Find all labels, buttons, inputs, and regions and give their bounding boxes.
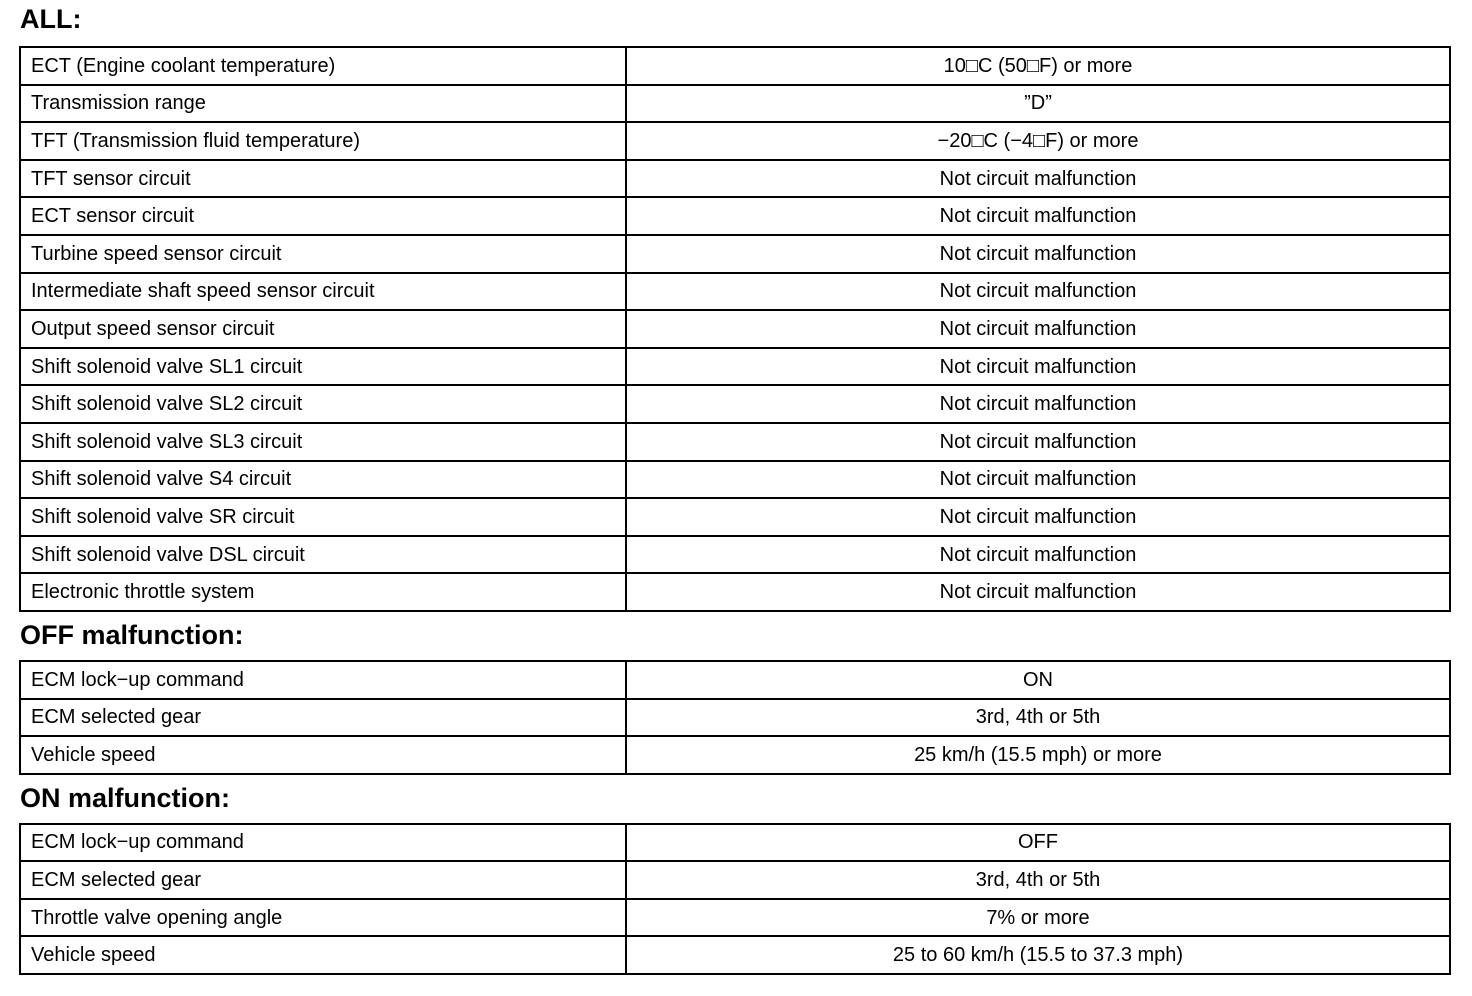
table-row — [20, 310, 1450, 348]
value-cell: Not circuit malfunction — [626, 348, 1450, 386]
table-row — [20, 536, 1450, 574]
table-row — [20, 235, 1450, 273]
value-cell: Not circuit malfunction — [626, 573, 1450, 611]
table-row — [20, 85, 1450, 123]
table-row — [20, 348, 1450, 386]
table-row — [20, 423, 1450, 461]
value-cell: 25 to 60 km/h (15.5 to 37.3 mph) — [626, 936, 1450, 974]
parameter-cell: ECM selected gear — [20, 861, 626, 899]
value-cell: 25 km/h (15.5 mph) or more — [626, 736, 1450, 774]
value-cell: Not circuit malfunction — [626, 385, 1450, 423]
conditions-table — [19, 823, 1451, 975]
parameter-cell: TFT sensor circuit — [20, 160, 626, 198]
parameter-cell: Shift solenoid valve SL2 circuit — [20, 385, 626, 423]
table-row — [20, 122, 1450, 160]
parameter-cell: Output speed sensor circuit — [20, 310, 626, 348]
document-page — [19, 0, 1451, 975]
parameter-cell: Shift solenoid valve SL3 circuit — [20, 423, 626, 461]
value-cell: 3rd, 4th or 5th — [626, 861, 1450, 899]
value-cell: ”D” — [626, 85, 1450, 123]
parameter-cell: Turbine speed sensor circuit — [20, 235, 626, 273]
table-row — [20, 498, 1450, 536]
parameter-cell: Intermediate shaft speed sensor circuit — [20, 273, 626, 311]
section-all — [19, 0, 1451, 612]
value-cell: Not circuit malfunction — [626, 310, 1450, 348]
table-row — [20, 385, 1450, 423]
parameter-cell: Throttle valve opening angle — [20, 899, 626, 937]
table-row — [20, 699, 1450, 737]
value-cell: ON — [626, 661, 1450, 699]
table-row — [20, 861, 1450, 899]
value-cell: 10□C (50□F) or more — [626, 47, 1450, 85]
value-cell: Not circuit malfunction — [626, 461, 1450, 499]
parameter-cell: Vehicle speed — [20, 736, 626, 774]
parameter-cell: Shift solenoid valve S4 circuit — [20, 461, 626, 499]
parameter-cell: ECT (Engine coolant temperature) — [20, 47, 626, 85]
value-cell: Not circuit malfunction — [626, 536, 1450, 574]
section-on-malfunction — [19, 775, 1451, 975]
table-row — [20, 160, 1450, 198]
value-cell: OFF — [626, 824, 1450, 862]
parameter-cell: ECM selected gear — [20, 699, 626, 737]
value-cell: 3rd, 4th or 5th — [626, 699, 1450, 737]
table-row — [20, 661, 1450, 699]
table-row — [20, 573, 1450, 611]
parameter-cell: TFT (Transmission fluid temperature) — [20, 122, 626, 160]
value-cell: Not circuit malfunction — [626, 498, 1450, 536]
table-row — [20, 736, 1450, 774]
parameter-cell: Shift solenoid valve SR circuit — [20, 498, 626, 536]
table-row — [20, 47, 1450, 85]
conditions-table — [19, 46, 1451, 612]
table-row — [20, 461, 1450, 499]
value-cell: Not circuit malfunction — [626, 160, 1450, 198]
table-row — [20, 197, 1450, 235]
section-heading: ON malfunction: — [20, 783, 230, 814]
value-cell: Not circuit malfunction — [626, 197, 1450, 235]
parameter-cell: Vehicle speed — [20, 936, 626, 974]
value-cell: −20□C (−4□F) or more — [626, 122, 1450, 160]
value-cell: Not circuit malfunction — [626, 235, 1450, 273]
table-row — [20, 273, 1450, 311]
section-heading: ALL: — [20, 4, 82, 34]
parameter-cell: Transmission range — [20, 85, 626, 123]
conditions-table — [19, 660, 1451, 775]
parameter-cell: ECT sensor circuit — [20, 197, 626, 235]
parameter-cell: Shift solenoid valve SL1 circuit — [20, 348, 626, 386]
value-cell: Not circuit malfunction — [626, 423, 1450, 461]
table-row — [20, 936, 1450, 974]
section-heading: OFF malfunction: — [20, 620, 244, 651]
value-cell: 7% or more — [626, 899, 1450, 937]
section-off-malfunction — [19, 612, 1451, 775]
parameter-cell: ECM lock−up command — [20, 824, 626, 862]
parameter-cell: Shift solenoid valve DSL circuit — [20, 536, 626, 574]
table-row — [20, 899, 1450, 937]
value-cell: Not circuit malfunction — [626, 273, 1450, 311]
table-row — [20, 824, 1450, 862]
parameter-cell: Electronic throttle system — [20, 573, 626, 611]
parameter-cell: ECM lock−up command — [20, 661, 626, 699]
